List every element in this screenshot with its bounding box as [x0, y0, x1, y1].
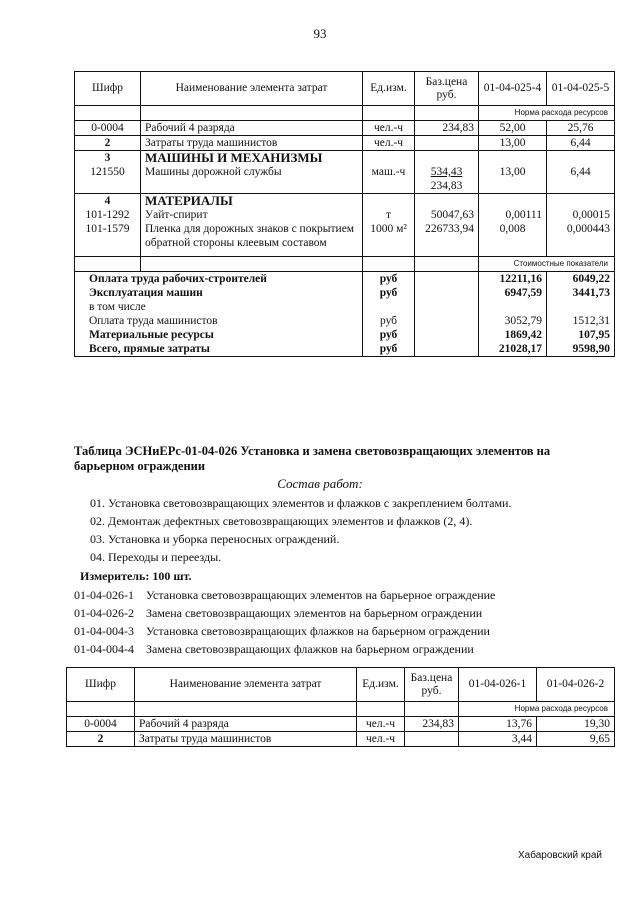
work-item: 01. Установка световозвращающих элементов и флажков с закреплением болтами. [90, 496, 512, 510]
cell-value: 13,00 [479, 136, 547, 151]
cell-price: 50047,63 [415, 208, 479, 222]
cell-value: 52,00 [479, 121, 547, 136]
cell-code: 121550 [75, 165, 141, 194]
cell-code: 101-1292 [75, 208, 141, 222]
cell-unit: маш.-ч [363, 165, 415, 194]
item-text: Установка световозвращающих элементов на барьерное ограждение [146, 588, 496, 602]
item-code: 01-04-026-1 [74, 588, 134, 602]
table-row [75, 165, 615, 194]
works-heading: Состав работ: [277, 476, 363, 491]
cell-price [415, 136, 479, 151]
cell-code: 0-0004 [67, 717, 135, 732]
cell-price [405, 732, 459, 747]
footer-region: Хабаровский край [517, 850, 602, 861]
header-col1: 01-04-026-1 [459, 668, 537, 702]
header-col1: 01-04-025-4 [479, 72, 547, 106]
section-title: Таблица ЭСНиЕРс-01-04-026 Установка и замена световозвращающих элементов на барьерном ограждении [74, 444, 551, 473]
cell-value: 0,008 [479, 222, 547, 250]
item-code: 01-04-004-4 [74, 642, 134, 656]
header-code: Шифр [67, 668, 135, 702]
cost-name: Эксплуатация машин [75, 286, 363, 300]
work-item: 04. Переходы и переезды. [90, 550, 222, 564]
cell-unit: 1000 м² [363, 222, 415, 250]
item-code: 01-04-004-3 [74, 624, 134, 638]
item-code: 01-04-026-2 [74, 606, 134, 620]
cell-name: Затраты труда машинистов [141, 136, 363, 151]
cost-unit: руб [363, 271, 415, 286]
cost-label: Стоимостные показатели [479, 256, 615, 271]
cell-code: 2 [67, 732, 135, 747]
cost-value: 3052,79 [479, 314, 547, 328]
price-line-1: 534,43 [430, 166, 463, 178]
item-text: Установка световозвращающих флажков на барьерном ограждении [146, 624, 490, 638]
header-price: Баз.цена руб. [405, 668, 459, 702]
table-row [67, 732, 615, 747]
cost-value: 9598,90 [547, 342, 615, 357]
cell-code: 101-1579 [75, 222, 141, 250]
cell-value: 0,00111 [479, 208, 547, 222]
cell-name: Уайт-спирит [141, 208, 363, 222]
cell-value: 6,44 [547, 165, 615, 194]
header-name: Наименование элемента затрат [141, 72, 363, 106]
cost-value: 1869,42 [479, 328, 547, 342]
cost-name: в том числе [75, 300, 363, 314]
cost-value: 6049,22 [547, 271, 615, 286]
price-line-2: 234,83 [430, 180, 463, 192]
section-title: МАТЕРИАЛЫ [141, 194, 363, 209]
table-row [75, 208, 615, 222]
cell-price [415, 165, 479, 194]
cell-value: 25,76 [547, 121, 615, 136]
section-row [75, 194, 615, 209]
table-row [67, 717, 615, 732]
cost-row [75, 271, 615, 286]
cost-unit: руб [363, 328, 415, 342]
cell-value: 9,65 [537, 732, 615, 747]
cell-name: Рабочий 4 разряда [141, 121, 363, 136]
cost-unit: руб [363, 314, 415, 328]
cell-unit: чел.-ч [357, 732, 405, 747]
section-row [75, 151, 615, 166]
cost-row [75, 342, 615, 357]
work-item: 03. Установка и уборка переносных ограждений. [90, 532, 340, 546]
table-row [75, 121, 615, 136]
cost-value: 1512,31 [547, 314, 615, 328]
cell-value: 0,000443 [547, 222, 615, 250]
cell-price: 234,83 [415, 121, 479, 136]
work-item: 02. Демонтаж дефектных световозвращающих элементов и флажков (2, 4). [90, 514, 473, 528]
item-text: Замена световозвращающих флажков на барьерном ограждении [146, 642, 474, 656]
section-code: 3 [75, 151, 141, 166]
table-row [75, 136, 615, 151]
cost-unit: руб [363, 342, 415, 357]
cell-value: 0,00015 [547, 208, 615, 222]
cell-name: Затраты труда машинистов [135, 732, 357, 747]
cell-unit: чел.-ч [363, 136, 415, 151]
header-code: Шифр [75, 72, 141, 106]
cost-row [75, 300, 615, 314]
cell-value: 13,76 [459, 717, 537, 732]
cost-name: Всего, прямые затраты [75, 342, 363, 357]
header-name: Наименование элемента затрат [135, 668, 357, 702]
section-code: 4 [75, 194, 141, 209]
cell-price: 226733,94 [415, 222, 479, 250]
cost-name: Оплата труда машинистов [75, 314, 363, 328]
cost-name: Материальные ресурсы [75, 328, 363, 342]
header-col2: 01-04-026-2 [537, 668, 615, 702]
cell-value: 13,00 [479, 165, 547, 194]
header-col2: 01-04-025-5 [547, 72, 615, 106]
resource-table-1 [74, 71, 615, 357]
norm-label: Норма расхода ресурсов [479, 106, 615, 121]
cost-value: 3441,73 [547, 286, 615, 300]
measure: Измеритель: 100 шт. [80, 569, 192, 583]
cell-unit: чел.-ч [363, 121, 415, 136]
cost-value: 12211,16 [479, 271, 547, 286]
norm-label: Норма расхода ресурсов [459, 702, 615, 717]
cost-value: 21028,17 [479, 342, 547, 357]
header-price: Баз.цена руб. [415, 72, 479, 106]
item-text: Замена световозвращающих элементов на барьерном ограждении [146, 606, 483, 620]
cell-value: 3,44 [459, 732, 537, 747]
table-row [75, 222, 615, 250]
cell-name: Машины дорожной службы [141, 165, 363, 194]
cell-value: 6,44 [547, 136, 615, 151]
cost-name: Оплата труда рабочих-строителей [75, 271, 363, 286]
resource-table-2 [66, 667, 615, 747]
cost-unit: руб [363, 286, 415, 300]
cost-row [75, 314, 615, 328]
cost-row [75, 286, 615, 300]
header-unit: Ед.изм. [357, 668, 405, 702]
cell-unit: чел.-ч [357, 717, 405, 732]
cell-value: 19,30 [537, 717, 615, 732]
page-number: 93 [313, 26, 327, 41]
cost-row [75, 328, 615, 342]
cell-unit: т [363, 208, 415, 222]
cell-code: 0-0004 [75, 121, 141, 136]
section-title: МАШИНЫ И МЕХАНИЗМЫ [141, 151, 363, 166]
cost-value: 6947,59 [479, 286, 547, 300]
cell-name: Пленка для дорожных знаков с покрытием обратной стороны клеевым составом [141, 222, 363, 250]
header-unit: Ед.изм. [363, 72, 415, 106]
cell-name: Рабочий 4 разряда [135, 717, 357, 732]
cost-value: 107,95 [547, 328, 615, 342]
cell-price: 234,83 [405, 717, 459, 732]
cell-code: 2 [75, 136, 141, 151]
